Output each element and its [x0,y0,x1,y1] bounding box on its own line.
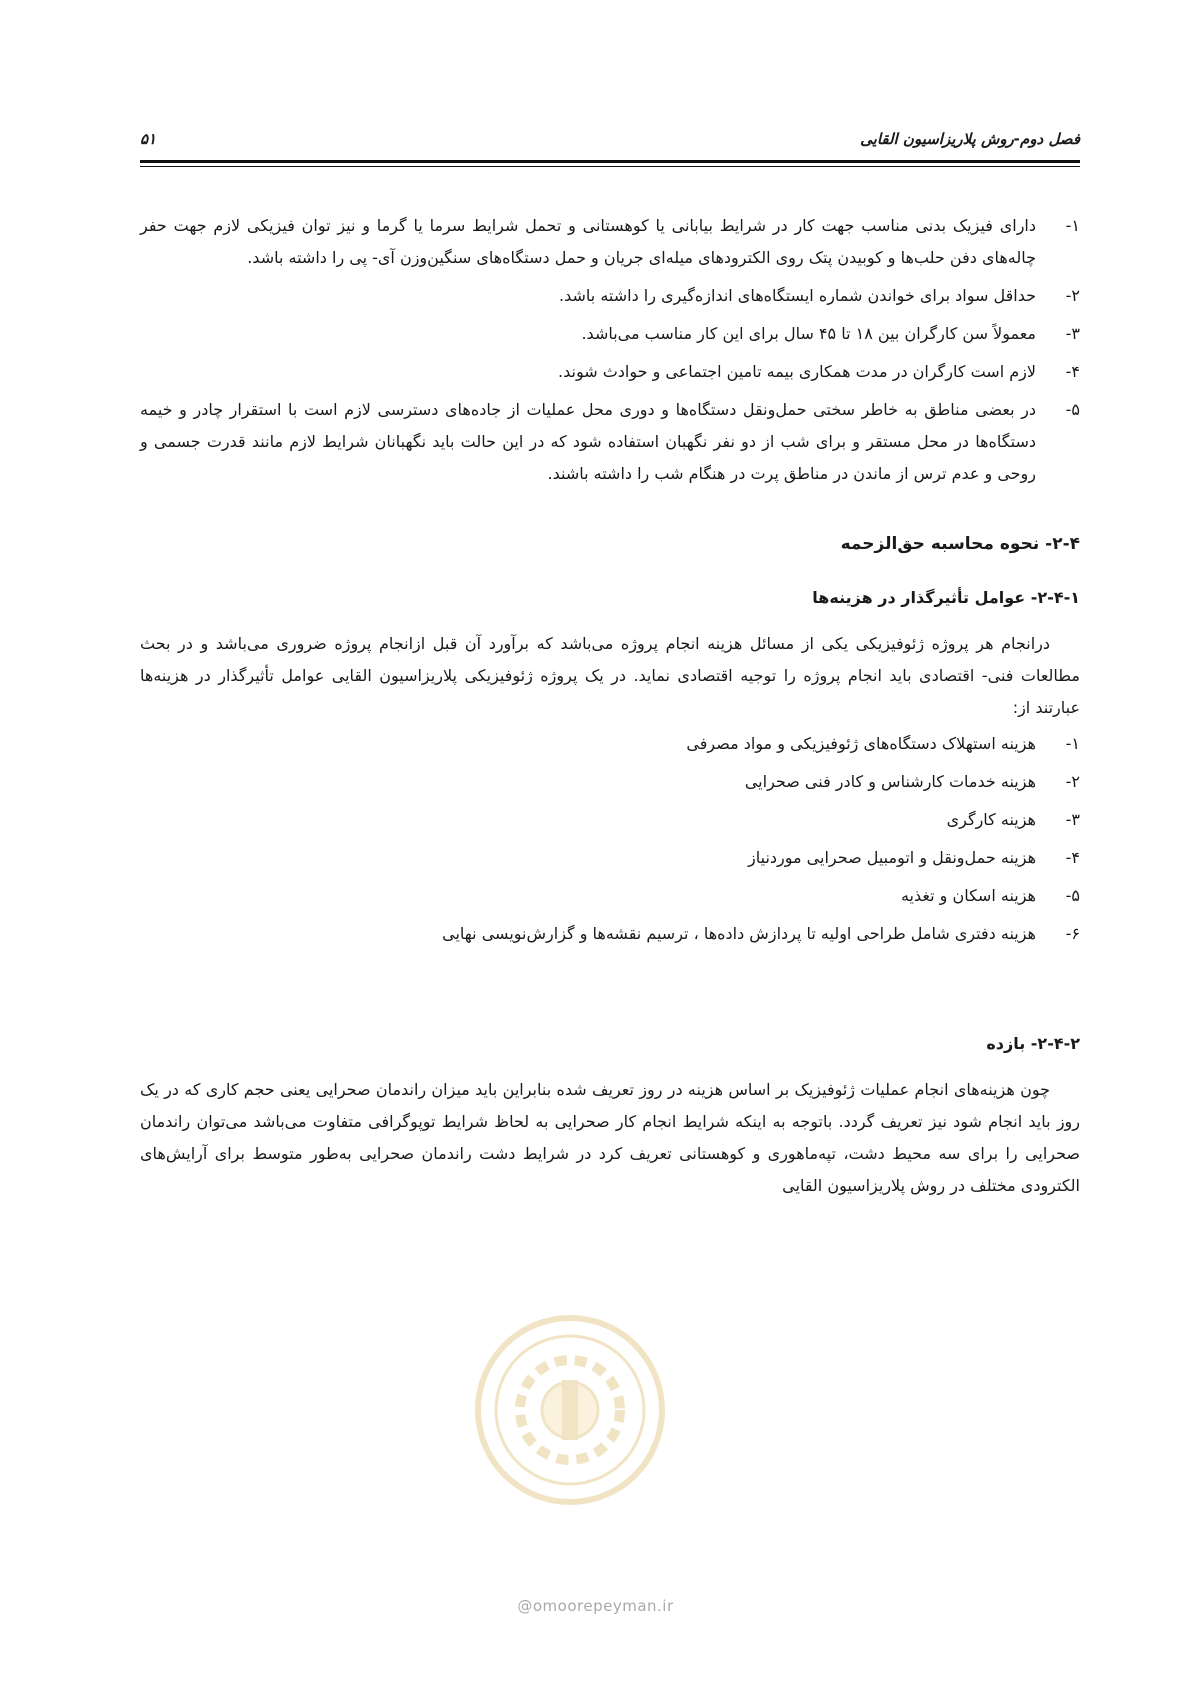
header-rule-thin [140,166,1080,167]
list-text: حداقل سواد برای خواندن شماره ایستگاه‌های اندازه‌گیری را داشته باشد. [559,286,1036,305]
paragraph-factors: درانجام هر پروژه ژئوفیزیکی یکی از مسائل هزینه انجام پروژه می‌باشد که برآورد آن قبل ازانجام پروژه ضروری می‌باشد و در بحث مطالعات فنی- اقتصادی باید انجام پروژه را توجیه اقتصادی نماید. در یک پروژه ژئوفیزیکی پلاریزاسیون القایی عوامل تأثیرگذار در هزینه‌ها عبارتند از: [140,634,1080,717]
list-text: هزینه دفتری شامل طراحی اولیه تا پردازش داده‌ها ، ترسیم نقشه‌ها و گزارش‌نویسی نهایی [442,924,1036,943]
chapter-title: فصل دوم-روش پلاریزاسیون القایی [860,130,1080,148]
subsection-heading-factors: ۲-۴-۱- عوامل تأثیرگذار در هزینه‌ها [812,588,1080,607]
list-number: ۶- [1065,924,1080,943]
list-number: ۱- [1065,734,1080,753]
list-number: ۳- [1065,810,1080,829]
subsection-heading-efficiency: ۲-۴-۲- بازده [986,1034,1080,1053]
header-rule-thick [140,160,1080,163]
list-number: ۵- [1065,886,1080,905]
list-item [140,280,1080,312]
page-content [140,210,1080,1202]
watermark-seal-icon [470,1310,670,1510]
list-item [140,880,1080,912]
list-item [140,804,1080,836]
requirements-list [140,210,1080,490]
list-text: هزینه کارگری [946,810,1036,829]
list-item [140,318,1080,350]
list-text: هزینه خدمات کارشناس و کادر فنی صحرایی [744,772,1036,791]
list-item [140,918,1080,950]
page-number: ۵۱ [140,130,157,148]
list-item [140,842,1080,874]
watermark-text: @omoorepeyman.ir [517,1597,674,1615]
list-number: ۴- [1065,848,1080,867]
list-number: ۵- [1065,400,1080,419]
list-number: ۱- [1065,216,1080,235]
list-item [140,356,1080,388]
list-text: معمولاً سن کارگران بین ۱۸ تا ۴۵ سال برای این کار مناسب می‌باشد. [581,324,1036,343]
list-text: هزینه حمل‌ونقل و اتومبیل صحرایی موردنیاز [748,848,1036,867]
list-text: لازم است کارگران در مدت همکاری بیمه تامین اجتماعی و حوادث شوند. [558,362,1036,381]
running-header [140,130,1080,148]
spacer [140,956,1080,1028]
list-item [140,766,1080,798]
list-text: دارای فیزیک بدنی مناسب جهت کار در شرایط بیابانی یا کوهستانی و تحمل شرایط سرما یا گرما و نیز توان فیزیکی لازم جهت حفر چاله‌های دفن حلب‌ها و کوبیدن پتک روی الکترودهای میله‌ای جریان و حمل دستگاه‌های سنگین‌وزن آی- پی را داشته باشد. [140,216,1036,267]
paragraph-efficiency: چون هزینه‌های انجام عملیات ژئوفیزیک بر اساس هزینه در روز تعریف شده بنابراین باید میزان راندمان صحرایی یعنی حجم کاری که در یک روز باید انجام شود نیز تعریف گردد. باتوجه به اینکه شرایط انجام کار صحرایی به لحاظ شرایط توپوگرافی متفاوت می‌باشد می‌توان راندمان صحرایی را برای سه محیط دشت، تپه‌ماهوری و کوهستانی تعریف کرد در شرایط دشت راندمان صحرایی به‌طور متوسط برای آرایش‌های الکترودی مختلف در روش پلاریزاسیون القایی [140,1080,1080,1195]
list-number: ۴- [1065,362,1080,381]
list-number: ۲- [1065,286,1080,305]
list-text: هزینه اسکان و تغذیه [900,886,1036,905]
list-item [140,728,1080,760]
list-text: هزینه استهلاک دستگاه‌های ژئوفیزیکی و مواد مصرفی [686,734,1036,753]
list-item [140,210,1080,274]
list-text: در بعضی مناطق به خاطر سختی حمل‌ونقل دستگاه‌ها و دوری محل عملیات از جاده‌های دسترسی لازم است با استقرار چادر و خیمه دستگاه‌ها در محل مستقر و برای شب از دو نفر نگهبان استفاده شود که در این حالت باید نگهبانان شرایط لازم مانند قدرت جسمی و روحی و عدم ترس از ماندن در مناطق پرت در هنگام شب را داشته باشند. [140,400,1036,483]
list-item [140,394,1080,490]
section-heading: ۲-۴- نحوه محاسبه حق‌الزحمه [840,534,1080,554]
cost-factors-list [140,728,1080,950]
list-number: ۳- [1065,324,1080,343]
list-number: ۲- [1065,772,1080,791]
